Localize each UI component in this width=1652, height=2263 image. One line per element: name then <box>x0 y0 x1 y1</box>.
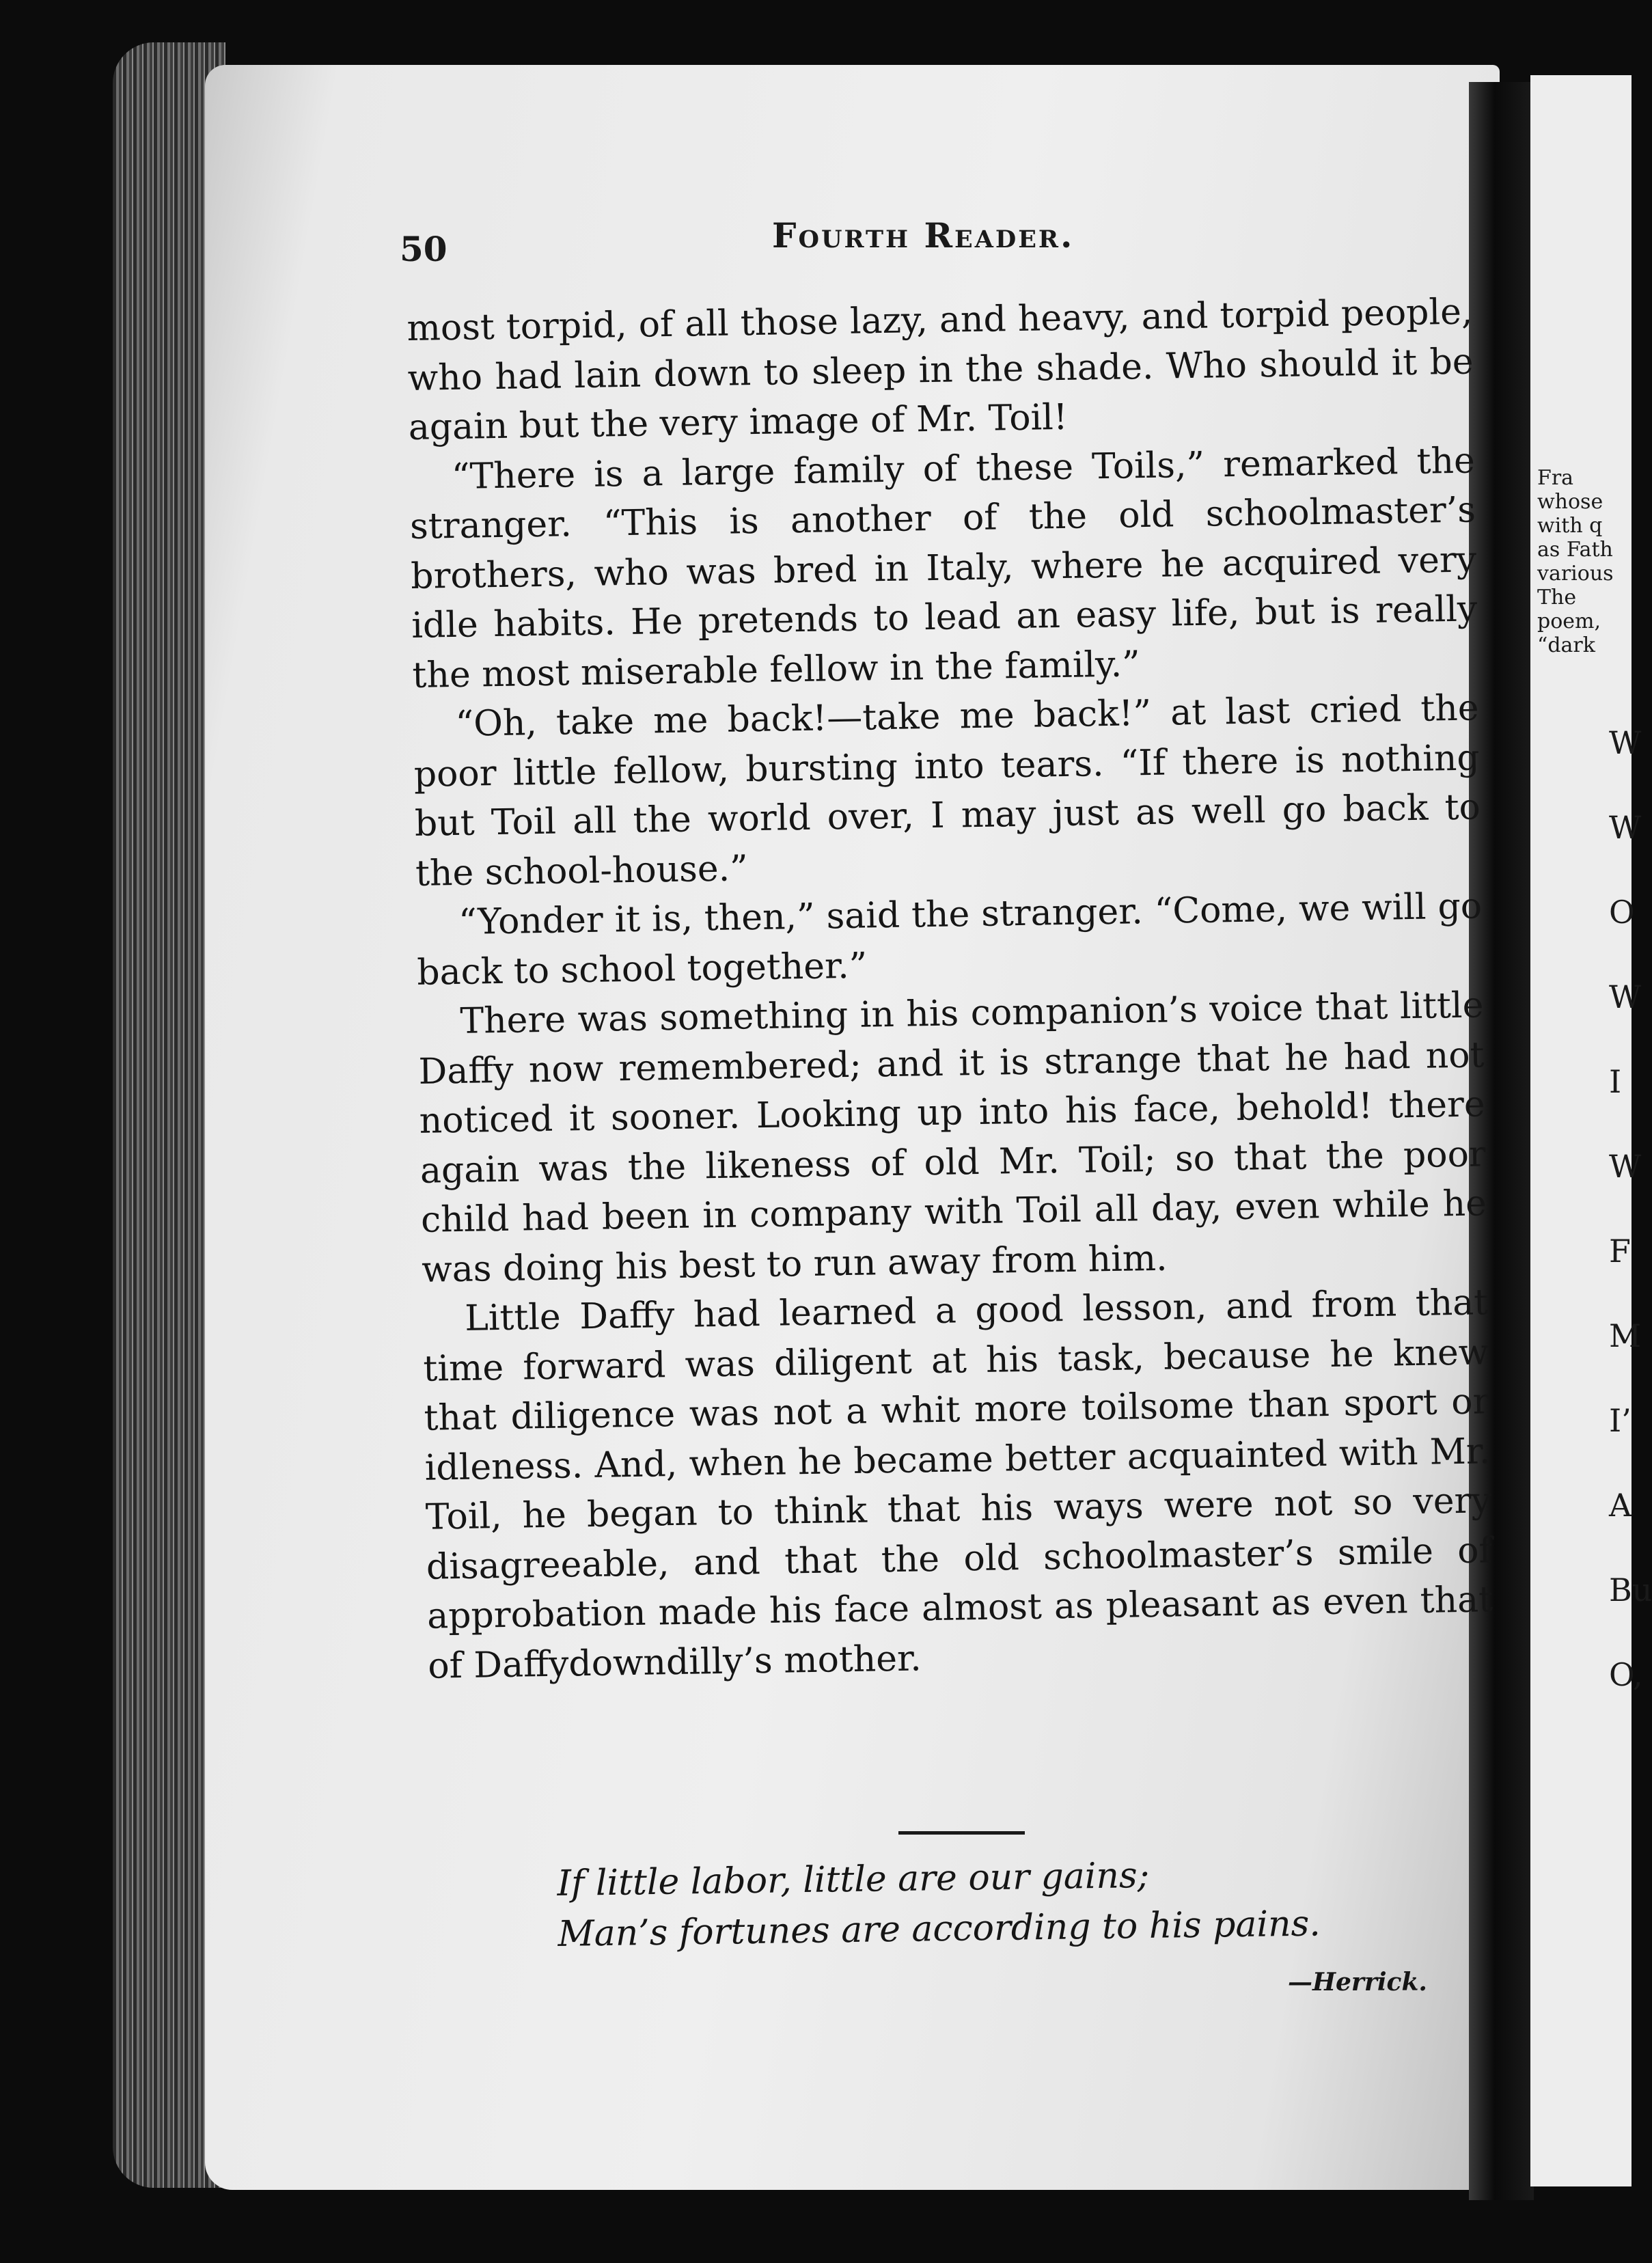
paragraph: “Oh, take me back!—take me back!” at last cried the poor little fellow, bursting into tears. “If there is nothing but Toil all the world over, I may just as well go back to the school-house.” <box>413 687 1481 894</box>
paragraph: “There is a large family of these Toils,” remarked the stranger. “This is another of the old schoolmaster’s brothers, who was bred in Italy, where he acquired very idle habits. He pretends to lead an easy life, but is really the most miserable fellow in the family.” <box>409 439 1478 696</box>
fragment: various <box>1537 562 1614 586</box>
initial: I’ <box>1609 1402 1632 1439</box>
initial: I <box>1609 1063 1622 1100</box>
epigraph-attribution: —Herrick. <box>1288 1968 1427 1997</box>
page-header <box>400 215 1424 270</box>
body-text <box>407 287 1494 1690</box>
initial: O <box>1609 894 1635 931</box>
fragment: Fra <box>1537 466 1574 490</box>
paragraph: There was something in his companion’s voice that little Daffy now remembered; and it is strange that he had not noticed it sooner. Looking up into his face, behold! there again was the likeness of old Mr. Toil; so that the poor child had been in company with Toil all day, even while he was doing his best to run away from him. <box>418 985 1487 1291</box>
fragment: with q <box>1537 514 1603 538</box>
initial: W <box>1609 809 1642 846</box>
facing-page-initials <box>1609 724 1652 1741</box>
paragraph: Little Daffy had learned a good lesson, and from that time forward was diligent at his task, because he knew that diligence was not a whit more toilsome than sport or idleness. And, when he became better acquainted with Mr. Toil, he began to think that his ways were not so very disagreeable, and that the old schoolmaster’s smile of approbation made his face almost as pleasant as even that of Daffydowndilly’s mother. <box>423 1282 1493 1687</box>
page-number: 50 <box>400 229 448 269</box>
initial: M <box>1609 1317 1642 1354</box>
fragment: whose <box>1537 490 1603 514</box>
epigraph <box>557 1846 1446 1960</box>
fragment: The <box>1537 586 1577 609</box>
initial: Bu <box>1609 1572 1652 1608</box>
paragraph: most torpid, of all those lazy, and heavy, and torpid people, who had lain down to sleep in the shade. Who should it be again but the very image of Mr. Toil! <box>407 291 1474 448</box>
fragment: “dark <box>1537 633 1595 657</box>
initial: F <box>1609 1233 1631 1270</box>
initial: W <box>1609 978 1642 1015</box>
running-head: Fourth Reader. <box>772 215 1075 256</box>
initial: W <box>1609 1148 1642 1185</box>
section-rule <box>898 1831 1025 1835</box>
fragment: as Fath <box>1537 538 1613 562</box>
epigraph-line: Man’s fortunes are according to his pains. <box>557 1903 1321 1955</box>
facing-page-fragments <box>1537 466 1632 657</box>
fragment: poem, <box>1537 609 1601 633</box>
initial: W <box>1609 724 1642 761</box>
paragraph: “Yonder it is, then,” said the stranger. “Come, we will go back to school together.” <box>416 886 1483 993</box>
epigraph-line: If little labor, little are our gains; <box>557 1854 1150 1904</box>
initial: O, <box>1609 1656 1643 1693</box>
initial: A <box>1609 1487 1632 1524</box>
